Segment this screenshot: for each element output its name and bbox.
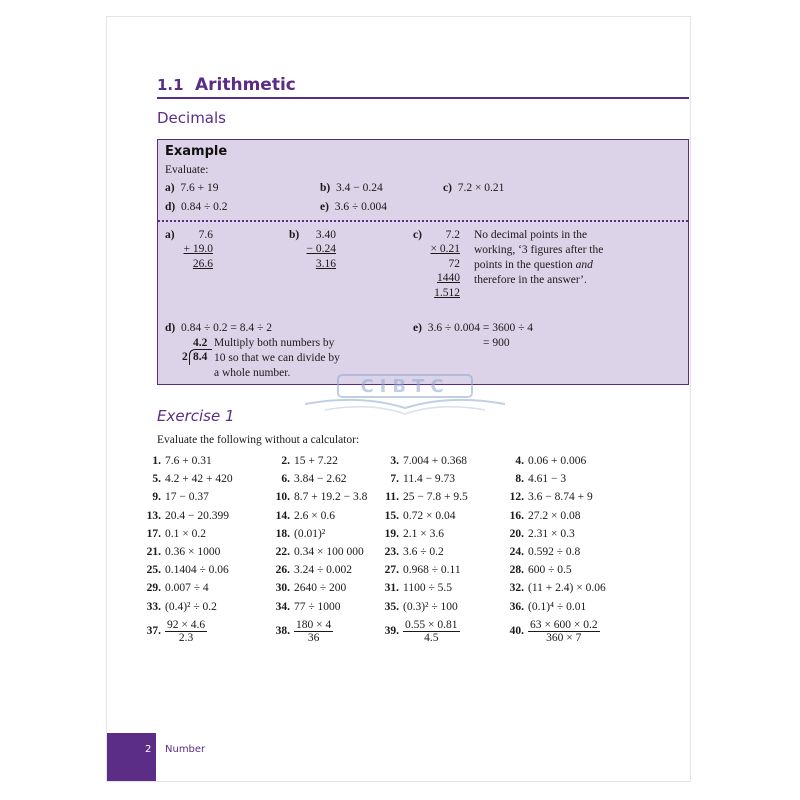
- question-number: 19.: [384, 527, 399, 540]
- fraction: [165, 619, 207, 644]
- question-expression: 0.007 ÷ 4: [165, 582, 209, 595]
- exercise-question: [502, 473, 566, 485]
- question-expression: 0.34 × 100 000: [294, 546, 364, 558]
- example-part-c: c) 7.2 × 0.21: [443, 182, 505, 194]
- exercise-question: [377, 546, 444, 558]
- exercise-question: [139, 528, 206, 540]
- question-number: 26.: [275, 564, 290, 577]
- question-number: 40.: [509, 625, 524, 638]
- exercise-question: [377, 473, 455, 485]
- exercise-question: [139, 491, 209, 503]
- exercise-question: [377, 510, 456, 522]
- question-number: 22.: [275, 546, 290, 558]
- example-part-a: a) 7.6 + 19: [165, 182, 219, 194]
- question-number: 23.: [384, 546, 399, 558]
- solution-a-line3: 26.6: [192, 258, 213, 270]
- example-part-b: b) 3.4 − 0.24: [320, 182, 383, 194]
- fraction: [528, 619, 600, 644]
- question-number: 16.: [509, 509, 524, 522]
- question-expression: 600 ÷ 0.5: [528, 564, 572, 577]
- question-expression: 2.1 × 3.6: [403, 527, 444, 540]
- exercise-question: [377, 601, 458, 613]
- question-number: 34.: [275, 600, 290, 613]
- question-number: 2.: [281, 455, 290, 467]
- question-number: 27.: [384, 564, 399, 577]
- question-expression: 27.2 × 0.08: [528, 509, 581, 522]
- question-expression: 0.1404 ÷ 0.06: [165, 564, 229, 577]
- exercise-question: [502, 582, 606, 594]
- question-expression: (0.1)⁴ ÷ 0.01: [528, 600, 587, 613]
- solution-c-line5: 1.512: [434, 287, 460, 299]
- question-number: 36.: [509, 600, 524, 613]
- solution-c-note-4: therefore in the answer’.: [474, 274, 587, 286]
- exercise-question-fraction: [502, 619, 600, 644]
- solution-d-dividend: 8.4: [193, 351, 208, 363]
- exercise-question: [502, 564, 572, 576]
- question-expression: 15 + 7.22: [294, 455, 338, 467]
- solution-d-quotient: 4.2: [193, 337, 208, 349]
- heading-divider: [157, 97, 689, 99]
- question-expression: 20.4 − 20.399: [165, 509, 229, 522]
- example-part-d: d) 0.84 ÷ 0.2: [165, 201, 228, 213]
- question-expression: 3.6 ÷ 0.2: [403, 546, 444, 558]
- solution-c-label: c): [413, 229, 422, 241]
- exercise-question: [268, 491, 367, 503]
- question-number: 28.: [509, 564, 524, 577]
- solution-e-line2: = 900: [483, 337, 510, 349]
- solution-c-line1: 7.2: [445, 229, 460, 241]
- page-number: 2: [145, 744, 152, 755]
- question-number: 14.: [275, 509, 290, 522]
- footer-chapter-label: Number: [165, 744, 206, 755]
- exercise-question: [502, 528, 575, 540]
- question-number: 33.: [146, 600, 161, 613]
- fraction-numerator: 180 × 4: [296, 619, 332, 631]
- question-expression: 0.36 × 1000: [165, 546, 221, 558]
- exercise-question-fraction: [377, 619, 460, 644]
- section-number: 1.1: [157, 76, 184, 94]
- question-number: 30.: [275, 582, 290, 595]
- question-number: 1.: [152, 455, 161, 467]
- question-expression: 0.06 + 0.006: [528, 455, 587, 467]
- question-expression: 0.1 × 0.2: [165, 527, 206, 540]
- fraction-denominator: 36: [307, 632, 320, 644]
- solution-b-line2: − 0.24: [306, 243, 336, 255]
- question-expression: (11 + 2.4) × 0.06: [528, 582, 606, 595]
- fraction: [403, 619, 460, 644]
- question-expression: 7.004 + 0.368: [403, 455, 467, 467]
- question-expression: 2640 ÷ 200: [294, 582, 347, 595]
- exercise-question: [268, 455, 338, 467]
- question-number: 29.: [146, 582, 161, 595]
- question-number: 4.: [515, 455, 524, 467]
- question-number: 31.: [384, 582, 399, 595]
- solution-c-line4: 1440: [437, 272, 460, 284]
- watermark-logo: [300, 372, 510, 417]
- exercise-question: [139, 546, 220, 558]
- question-number: 7.: [390, 473, 399, 486]
- question-number: 9.: [152, 491, 161, 504]
- solution-c-note-2: working, ‘3 figures after the: [474, 244, 604, 256]
- exercise-question: [502, 601, 586, 613]
- question-number: 37.: [146, 625, 161, 638]
- question-expression: 3.24 ÷ 0.002: [294, 564, 353, 577]
- exercise-question: [502, 510, 581, 522]
- question-expression: (0.01)²: [294, 527, 326, 540]
- exercise-question: [268, 473, 347, 485]
- footer-tab: [107, 733, 156, 781]
- question-number: 20.: [509, 527, 524, 540]
- exercise-question: [268, 510, 335, 522]
- question-expression: 3.84 − 2.62: [294, 473, 347, 486]
- solution-a-label: a): [165, 229, 175, 241]
- solution-d-note-2: 10 so that we can divide by: [214, 352, 340, 364]
- question-expression: 2.31 × 0.3: [528, 527, 575, 540]
- solution-b-line3: 3.16: [315, 258, 336, 270]
- fraction-denominator: 4.5: [424, 632, 439, 644]
- question-number: 21.: [146, 546, 161, 558]
- example-prompt: Evaluate:: [165, 164, 209, 176]
- textbook-page: [107, 17, 690, 781]
- exercise-question: [139, 473, 233, 485]
- exercise-question: [502, 546, 580, 558]
- question-expression: (0.3)² ÷ 100: [403, 600, 458, 613]
- exercise-question: [377, 455, 467, 467]
- solution-c-note-1: No decimal points in the: [474, 229, 588, 241]
- exercise-question: [139, 455, 212, 467]
- exercise-question: [502, 491, 593, 503]
- dotted-divider: [158, 220, 688, 222]
- question-number: 24.: [509, 546, 524, 558]
- question-number: 13.: [146, 509, 161, 522]
- exercise-question: [139, 510, 229, 522]
- question-expression: 17 − 0.37: [165, 491, 209, 504]
- question-expression: 3.6 − 8.74 + 9: [528, 491, 593, 504]
- question-expression: (0.4)² ÷ 0.2: [165, 600, 217, 613]
- question-expression: 4.61 − 3: [528, 473, 567, 486]
- exercise-question: [268, 582, 346, 594]
- fraction-denominator: 360 × 7: [546, 632, 582, 644]
- question-expression: 0.968 ÷ 0.11: [403, 564, 461, 577]
- question-number: 8.: [515, 473, 524, 486]
- fraction-numerator: 63 × 600 × 0.2: [530, 619, 598, 631]
- exercise-instruction: Evaluate the following without a calculator:: [157, 434, 360, 446]
- fraction: [294, 619, 333, 644]
- question-number: 11.: [385, 491, 399, 504]
- solution-c-line3: 72: [448, 258, 460, 270]
- exercise-question: [377, 491, 468, 503]
- exercise-question: [268, 601, 341, 613]
- fraction-denominator: 2.3: [178, 632, 194, 644]
- question-number: 12.: [509, 491, 524, 504]
- example-title: Example: [165, 144, 228, 159]
- question-expression: 25 − 7.8 + 9.5: [403, 491, 468, 504]
- exercise-question: [268, 564, 352, 576]
- question-number: 5.: [152, 473, 161, 486]
- question-number: 35.: [384, 600, 399, 613]
- exercise-question: [139, 582, 209, 594]
- question-expression: 4.2 + 42 + 420: [165, 473, 233, 486]
- question-expression: 7.6 + 0.31: [165, 455, 212, 467]
- section-title: Arithmetic: [195, 75, 296, 95]
- question-number: 32.: [509, 582, 524, 595]
- subsection-title: Decimals: [157, 109, 226, 127]
- fraction-numerator: 92 × 4.6: [167, 619, 206, 631]
- solution-b-label: b): [289, 229, 300, 241]
- exercise-question: [502, 455, 586, 467]
- solution-c-line2: × 0.21: [430, 243, 460, 255]
- question-number: 39.: [384, 625, 399, 638]
- solution-d-note-3: a whole number.: [214, 367, 291, 379]
- question-number: 17.: [146, 527, 161, 540]
- solution-d-note-1: Multiply both numbers by: [214, 337, 335, 349]
- question-number: 6.: [281, 473, 290, 486]
- exercise-question: [377, 582, 452, 594]
- question-number: 15.: [384, 509, 399, 522]
- solution-b-line1: 3.40: [315, 229, 336, 241]
- question-number: 10.: [275, 491, 290, 504]
- question-expression: 77 ÷ 1000: [294, 600, 341, 613]
- solution-d-line1: d) 0.84 ÷ 0.2 = 8.4 ÷ 2: [165, 322, 272, 334]
- question-number: 25.: [146, 564, 161, 577]
- question-expression: 11.4 − 9.73: [403, 473, 456, 486]
- example-part-e: e) 3.6 ÷ 0.004: [320, 201, 387, 213]
- solution-c-note-3: points in the question and: [474, 259, 593, 271]
- exercise-question: [268, 528, 325, 540]
- watermark-text: CIBTC: [360, 376, 450, 397]
- question-expression: 8.7 + 19.2 − 3.8: [294, 491, 368, 504]
- solution-d-divisor: 2: [182, 351, 188, 363]
- question-number: 18.: [275, 527, 290, 540]
- question-expression: 2.6 × 0.6: [294, 509, 335, 522]
- question-expression: 1100 ÷ 5.5: [403, 582, 453, 595]
- exercise-question: [377, 528, 444, 540]
- fraction-numerator: 0.55 × 0.81: [405, 619, 458, 631]
- exercise-question: [139, 564, 229, 576]
- question-number: 38.: [275, 625, 290, 638]
- solution-e-line1: e) 3.6 ÷ 0.004 = 3600 ÷ 4: [413, 322, 534, 334]
- question-number: 3.: [390, 455, 399, 467]
- question-expression: 0.592 ÷ 0.8: [528, 546, 581, 558]
- exercise-question: [139, 601, 217, 613]
- exercise-question: [268, 546, 364, 558]
- exercise-title: Exercise 1: [157, 407, 235, 425]
- solution-a-line2: + 19.0: [183, 243, 213, 255]
- example-box: [157, 139, 689, 385]
- exercise-question: [377, 564, 461, 576]
- question-expression: 0.72 × 0.04: [403, 509, 456, 522]
- solution-a-line1: 7.6: [198, 229, 213, 241]
- exercise-question-fraction: [268, 619, 333, 644]
- exercise-question-fraction: [139, 619, 207, 644]
